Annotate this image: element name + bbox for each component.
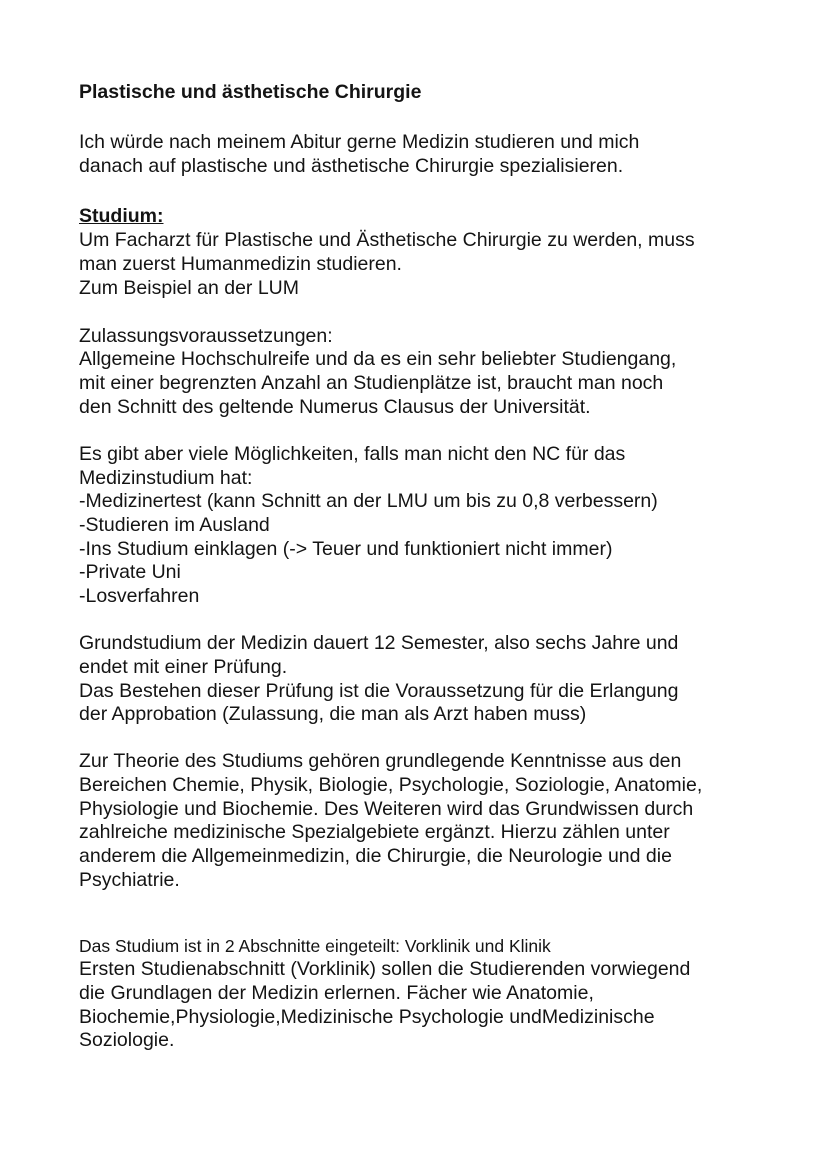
- zulassung-heading: Zulassungsvoraussetzungen:: [79, 325, 333, 347]
- grundstudium-line: Das Bestehen dieser Prüfung ist die Voraussetzung für die Erlangung: [79, 680, 679, 702]
- page-title: Plastische und ästhetische Chirurgie: [79, 81, 422, 103]
- zulassung-line: den Schnitt des geltende Numerus Clausus der Universität.: [79, 396, 591, 418]
- moeglichkeiten-line: Medizinstudium hat:: [79, 467, 253, 489]
- theorie-line: anderem die Allgemeinmedizin, die Chirurgie, die Neurologie und die: [79, 845, 672, 867]
- studium-line: Um Facharzt für Plastische und Ästhetische Chirurgie zu werden, muss: [79, 229, 695, 251]
- list-item: -Losverfahren: [79, 585, 200, 607]
- studium-line: man zuerst Humanmedizin studieren.: [79, 253, 402, 275]
- abschnitte-line: Biochemie,Physiologie,Medizinische Psychologie undMedizinische: [79, 1006, 655, 1028]
- grundstudium-line: der Approbation (Zulassung, die man als Arzt haben muss): [79, 703, 587, 725]
- list-item: -Private Uni: [79, 561, 181, 583]
- list-item: -Ins Studium einklagen (-> Teuer und funktioniert nicht immer): [79, 538, 613, 560]
- theorie-line: Bereichen Chemie, Physik, Biologie, Psychologie, Soziologie, Anatomie,: [79, 774, 703, 796]
- intro-line: Ich würde nach meinem Abitur gerne Medizin studieren und mich: [79, 131, 640, 153]
- studium-line: Zum Beispiel an der LUM: [79, 277, 300, 299]
- theorie-line: Zur Theorie des Studiums gehören grundlegende Kenntnisse aus den: [79, 750, 682, 772]
- zulassung-line: mit einer begrenzten Anzahl an Studienplätze ist, braucht man noch: [79, 372, 664, 394]
- intro-line: danach auf plastische und ästhetische Chirurgie spezialisieren.: [79, 155, 624, 177]
- studium-heading: Studium:: [79, 205, 164, 227]
- abschnitte-line: die Grundlagen der Medizin erlernen. Fächer wie Anatomie,: [79, 982, 594, 1004]
- zulassung-line: Allgemeine Hochschulreife und da es ein sehr beliebter Studiengang,: [79, 348, 677, 370]
- abschnitte-first-line: Das Studium ist in 2 Abschnitte eingeteilt: Vorklinik und Klinik: [79, 936, 551, 956]
- grundstudium-line: Grundstudium der Medizin dauert 12 Semester, also sechs Jahre und: [79, 632, 679, 654]
- moeglichkeiten-line: Es gibt aber viele Möglichkeiten, falls man nicht den NC für das: [79, 443, 626, 465]
- theorie-line: Physiologie und Biochemie. Des Weiteren wird das Grundwissen durch: [79, 798, 694, 820]
- abschnitte-line: Soziologie.: [79, 1029, 175, 1051]
- grundstudium-line: endet mit einer Prüfung.: [79, 656, 288, 678]
- list-item: -Medizinertest (kann Schnitt an der LMU um bis zu 0,8 verbessern): [79, 490, 658, 512]
- theorie-line: zahlreiche medizinische Spezialgebiete ergänzt. Hierzu zählen unter: [79, 821, 670, 843]
- abschnitte-line: Ersten Studienabschnitt (Vorklinik) sollen die Studierenden vorwiegend: [79, 958, 691, 980]
- theorie-line: Psychiatrie.: [79, 869, 180, 891]
- list-item: -Studieren im Ausland: [79, 514, 270, 536]
